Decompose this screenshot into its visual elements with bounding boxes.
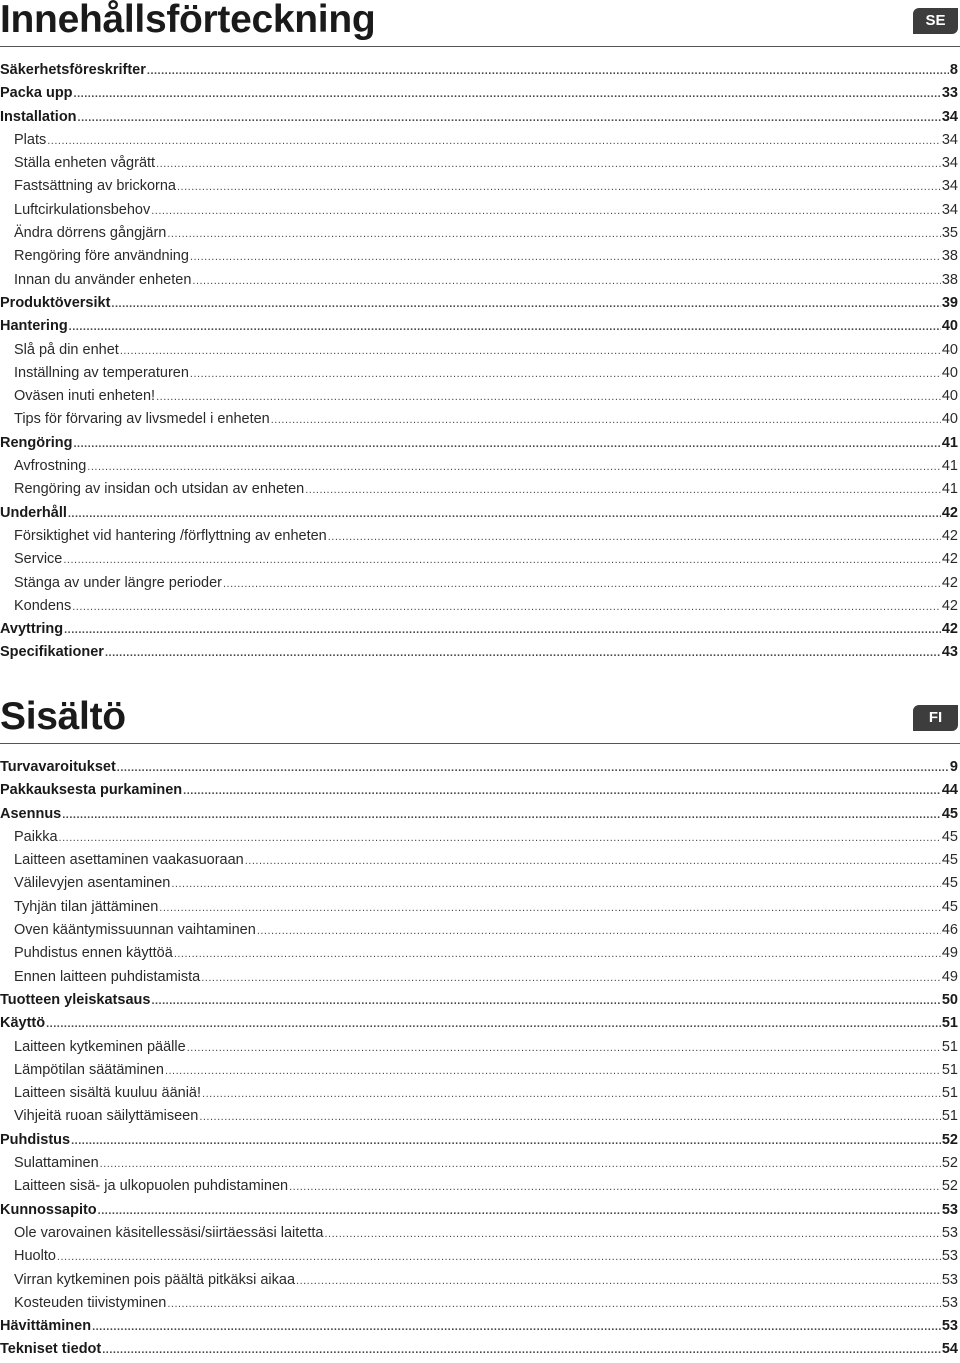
toc-dot-leader (64, 619, 941, 642)
toc-dot-leader (63, 549, 941, 572)
toc-dot-leader (174, 943, 941, 966)
toc-entry[interactable] (0, 82, 958, 105)
toc-entry-page: 51 (941, 1038, 958, 1055)
toc-dot-leader (192, 270, 940, 293)
toc-list-fi (0, 756, 958, 1362)
toc-entry-page: 42 (941, 574, 958, 591)
toc-entry-page: 45 (941, 805, 958, 822)
toc-entry-page: 50 (941, 991, 958, 1008)
toc-entry[interactable] (0, 432, 958, 455)
toc-entry-page: 34 (941, 178, 958, 195)
toc-entry[interactable] (0, 618, 958, 641)
toc-entry-label: Vihjeitä ruoan säilyttämiseen (14, 1108, 199, 1125)
toc-entry-page: 34 (941, 201, 958, 218)
toc-entry-label: Asennus (0, 805, 62, 822)
toc-entry-label: Försiktighet vid hantering /förflyttning av enheten (14, 527, 327, 544)
toc-entry[interactable] (0, 1036, 958, 1059)
toc-entry[interactable] (0, 548, 958, 571)
toc-dot-leader (187, 1037, 941, 1060)
toc-entry-page: 53 (941, 1201, 958, 1218)
toc-dot-leader (78, 107, 941, 130)
toc-entry-label: Sulattaminen (14, 1155, 99, 1172)
toc-dot-leader (177, 176, 941, 199)
toc-entry-label: Huolto (14, 1248, 56, 1265)
toc-entry[interactable] (0, 1222, 958, 1245)
toc-entry[interactable] (0, 106, 958, 129)
toc-entry-page: 52 (941, 1131, 958, 1148)
toc-entry-page: 53 (941, 1294, 958, 1311)
toc-entry[interactable] (0, 59, 958, 82)
toc-dot-leader (257, 920, 941, 943)
toc-entry-page: 51 (941, 1061, 958, 1078)
toc-entry-label: Luftcirkulationsbehov (14, 201, 151, 218)
toc-dot-leader (87, 456, 941, 479)
toc-dot-leader (199, 1106, 941, 1129)
toc-entry-page: 38 (941, 271, 958, 288)
toc-entry-label: Laitteen kytkeminen päälle (14, 1038, 186, 1055)
toc-entry-page: 42 (941, 597, 958, 614)
toc-entry[interactable] (0, 269, 958, 292)
toc-entry[interactable] (0, 803, 958, 826)
toc-entry-label: Ändra dörrens gångjärn (14, 225, 167, 242)
toc-entry-page: 49 (941, 945, 958, 962)
toc-entry-label: Laitteen sisä- ja ulkopuolen puhdistaminen (14, 1178, 289, 1195)
toc-dot-leader (328, 526, 941, 549)
toc-entry-label: Rengöring (0, 434, 73, 451)
toc-entry[interactable] (0, 1012, 958, 1035)
toc-entry-page: 41 (941, 481, 958, 498)
toc-entry-label: Plats (14, 131, 47, 148)
toc-entry[interactable] (0, 385, 958, 408)
toc-section-se (0, 0, 960, 661)
toc-entry-label: Tuotteen yleiskatsaus (0, 991, 151, 1008)
toc-entry[interactable] (0, 872, 958, 895)
toc-entry-page: 34 (941, 131, 958, 148)
toc-entry-page: 53 (941, 1271, 958, 1288)
toc-entry-label: Kosteuden tiivistyminen (14, 1294, 167, 1311)
toc-entry-page: 40 (941, 411, 958, 428)
toc-entry-page: 51 (941, 1015, 958, 1032)
toc-entry-label: Tyhjän tilan jättäminen (14, 898, 159, 915)
toc-entry-page: 34 (941, 108, 958, 125)
toc-dot-leader (305, 479, 941, 502)
toc-dot-leader (151, 990, 940, 1013)
toc-entry[interactable] (0, 1105, 958, 1128)
toc-entry[interactable] (0, 175, 958, 198)
toc-entry-label: Välilevyjen asentaminen (14, 875, 171, 892)
toc-entry[interactable] (0, 896, 958, 919)
toc-entry-page: 53 (941, 1318, 958, 1335)
toc-entry[interactable] (0, 641, 958, 664)
toc-entry-label: Lämpötilan säätäminen (14, 1061, 164, 1078)
toc-entry[interactable] (0, 315, 958, 338)
toc-dot-leader (62, 804, 941, 827)
toc-entry-label: Käyttö (0, 1015, 46, 1032)
toc-entry-label: Hantering (0, 318, 68, 335)
toc-entry[interactable] (0, 779, 958, 802)
toc-entry-page: 49 (941, 968, 958, 985)
toc-entry-page: 39 (941, 294, 958, 311)
toc-entry-label: Packa upp (0, 85, 73, 102)
toc-entry-page: 45 (941, 828, 958, 845)
toc-entry-label: Pakkauksesta purkaminen (0, 782, 183, 799)
toc-dot-leader (47, 130, 941, 153)
toc-entry[interactable] (0, 339, 958, 362)
toc-entry-page: 51 (941, 1085, 958, 1102)
toc-entry[interactable] (0, 1129, 958, 1152)
toc-entry-label: Innan du använder enheten (14, 271, 192, 288)
toc-entry-label: Rengöring av insidan och utsidan av enheten (14, 481, 305, 498)
toc-entry[interactable] (0, 525, 958, 548)
toc-entry[interactable] (0, 1199, 958, 1222)
toc-dot-leader (74, 433, 941, 456)
toc-dot-leader (289, 1176, 941, 1199)
toc-dot-leader (71, 1130, 941, 1153)
toc-entry-label: Oven kääntymissuunnan vaihtaminen (14, 922, 256, 939)
toc-entry[interactable] (0, 1245, 958, 1268)
toc-dot-leader (183, 780, 941, 803)
toc-entry-label: Underhåll (0, 504, 67, 521)
toc-dot-leader (171, 873, 940, 896)
toc-entry-label: Kunnossapito (0, 1201, 97, 1218)
toc-entry-label: Säkerhetsföreskrifter (0, 62, 146, 78)
toc-dot-leader (102, 1339, 941, 1362)
toc-dot-leader (159, 897, 941, 920)
toc-entry-label: Rengöring före användning (14, 248, 189, 265)
toc-entry-page: 46 (941, 922, 958, 939)
toc-entry-page: 45 (941, 852, 958, 869)
toc-dot-leader (68, 503, 941, 526)
toc-entry-page: 33 (941, 85, 958, 102)
toc-entry-label: Avfrostning (14, 458, 87, 475)
toc-entry-page: 42 (941, 551, 958, 568)
toc-dot-leader (167, 1293, 941, 1316)
toc-entry-label: Ennen laitteen puhdistamista (14, 968, 201, 985)
toc-entry[interactable] (0, 572, 958, 595)
toc-entry[interactable] (0, 1292, 958, 1315)
toc-entry[interactable] (0, 129, 958, 152)
toc-entry-page: 54 (941, 1341, 958, 1358)
toc-entry-page: 42 (941, 621, 958, 638)
language-badge-fi: FI (913, 705, 958, 731)
toc-entry[interactable] (0, 1059, 958, 1082)
section-header-fi (0, 697, 960, 744)
toc-entry[interactable] (0, 455, 958, 478)
toc-entry-page: 43 (941, 644, 958, 661)
toc-entry-page: 35 (941, 225, 958, 242)
toc-dot-leader (151, 200, 941, 223)
toc-dot-leader (271, 409, 941, 432)
toc-entry[interactable] (0, 849, 958, 872)
toc-entry-label: Oväsen inuti enheten! (14, 388, 156, 405)
toc-entry-label: Ställa enheten vågrätt (14, 155, 156, 172)
toc-entry[interactable] (0, 826, 958, 849)
toc-dot-leader (74, 83, 941, 106)
toc-dot-leader (296, 1270, 941, 1293)
toc-entry-label: Puhdistus (0, 1131, 71, 1148)
toc-dot-leader (72, 596, 941, 619)
toc-entry[interactable] (0, 245, 958, 268)
toc-entry-label: Installation (0, 108, 77, 125)
toc-entry[interactable] (0, 408, 958, 431)
toc-dot-leader (245, 850, 941, 873)
toc-entry-label: Turvavaroitukset (0, 759, 116, 775)
toc-entry-label: Virran kytkeminen pois päältä pitkäksi aikaa (14, 1271, 296, 1288)
toc-dot-leader (167, 223, 941, 246)
toc-dot-leader (46, 1013, 941, 1036)
toc-entry[interactable] (0, 502, 958, 525)
toc-entry-label: Laitteen sisältä kuuluu ääniä! (14, 1085, 202, 1102)
toc-entry[interactable] (0, 478, 958, 501)
toc-dot-leader (111, 293, 940, 316)
toc-dot-leader (223, 573, 941, 596)
toc-entry-label: Paikka (14, 828, 58, 845)
toc-entry[interactable] (0, 1175, 958, 1198)
toc-entry-page: 40 (941, 318, 958, 335)
toc-dot-leader (147, 60, 949, 83)
page-title-se: Innehållsförteckning (0, 0, 376, 41)
toc-entry[interactable] (0, 1269, 958, 1292)
toc-entry-label: Puhdistus ennen käyttöä (14, 945, 173, 962)
toc-entry-page: 8 (949, 62, 958, 78)
toc-dot-leader (92, 1316, 941, 1339)
toc-dot-leader (202, 1083, 941, 1106)
toc-entry-label: Hävittäminen (0, 1318, 92, 1335)
toc-entry-label: Ole varovainen käsitellessäsi/siirtäessäsi laitetta (14, 1224, 324, 1241)
toc-dot-leader (120, 340, 941, 363)
toc-entry[interactable] (0, 222, 958, 245)
toc-entry[interactable] (0, 1152, 958, 1175)
toc-entry[interactable] (0, 989, 958, 1012)
toc-entry[interactable] (0, 756, 958, 779)
toc-dot-leader (59, 827, 941, 850)
toc-entry-page: 38 (941, 248, 958, 265)
toc-entry-page: 53 (941, 1224, 958, 1241)
toc-list-se (0, 59, 958, 665)
page-title-fi: Sisältö (0, 695, 126, 738)
toc-entry-label: Kondens (14, 597, 72, 614)
toc-dot-leader (117, 757, 949, 780)
toc-entry-page: 34 (941, 155, 958, 172)
toc-entry[interactable] (0, 199, 958, 222)
toc-entry-page: 41 (941, 458, 958, 475)
toc-dot-leader (190, 246, 941, 269)
toc-entry[interactable] (0, 362, 958, 385)
toc-dot-leader (105, 642, 941, 665)
toc-entry-page: 40 (941, 341, 958, 358)
toc-entry-page: 44 (941, 782, 958, 799)
toc-dot-leader (156, 386, 941, 409)
toc-entry[interactable] (0, 942, 958, 965)
toc-entry[interactable] (0, 1082, 958, 1105)
toc-entry-label: Avyttring (0, 621, 64, 638)
toc-entry-label: Tekniset tiedot (0, 1341, 102, 1358)
toc-dot-leader (156, 153, 941, 176)
toc-entry-page: 40 (941, 388, 958, 405)
toc-entry-label: Slå på din enhet (14, 341, 119, 358)
toc-entry-page: 40 (941, 364, 958, 381)
toc-entry-page: 42 (941, 527, 958, 544)
section-header-se (0, 0, 960, 47)
toc-entry-label: Inställning av temperaturen (14, 364, 189, 381)
toc-entry[interactable] (0, 595, 958, 618)
toc-entry[interactable] (0, 919, 958, 942)
toc-entry[interactable] (0, 1338, 958, 1361)
toc-entry-page: 51 (941, 1108, 958, 1125)
toc-dot-leader (57, 1246, 941, 1269)
toc-entry-page: 41 (941, 434, 958, 451)
toc-dot-leader (98, 1200, 941, 1223)
toc-dot-leader (69, 316, 941, 339)
toc-entry[interactable] (0, 966, 958, 989)
toc-entry-page: 52 (941, 1155, 958, 1172)
toc-entry-label: Stänga av under längre perioder (14, 574, 222, 591)
language-badge-se: SE (913, 8, 958, 34)
toc-dot-leader (165, 1060, 941, 1083)
toc-entry-page: 42 (941, 504, 958, 521)
toc-dot-leader (100, 1153, 941, 1176)
toc-entry[interactable] (0, 152, 958, 175)
toc-dot-leader (201, 967, 941, 990)
toc-entry-label: Specifikationer (0, 644, 104, 661)
toc-entry[interactable] (0, 1315, 958, 1338)
toc-entry[interactable] (0, 292, 958, 315)
toc-entry-label: Laitteen asettaminen vaakasuoraan (14, 852, 244, 869)
toc-entry-page: 52 (941, 1178, 958, 1195)
toc-entry-page: 9 (949, 759, 958, 775)
toc-entry-label: Tips för förvaring av livsmedel i enheten (14, 411, 270, 428)
toc-dot-leader (190, 363, 941, 386)
toc-entry-page: 53 (941, 1248, 958, 1265)
toc-entry-label: Fastsättning av brickorna (14, 178, 176, 195)
toc-entry-page: 45 (941, 898, 958, 915)
toc-dot-leader (324, 1223, 940, 1246)
toc-section-fi (0, 695, 960, 1358)
toc-entry-label: Service (14, 551, 63, 568)
toc-entry-page: 45 (941, 875, 958, 892)
toc-entry-label: Produktöversikt (0, 294, 111, 311)
